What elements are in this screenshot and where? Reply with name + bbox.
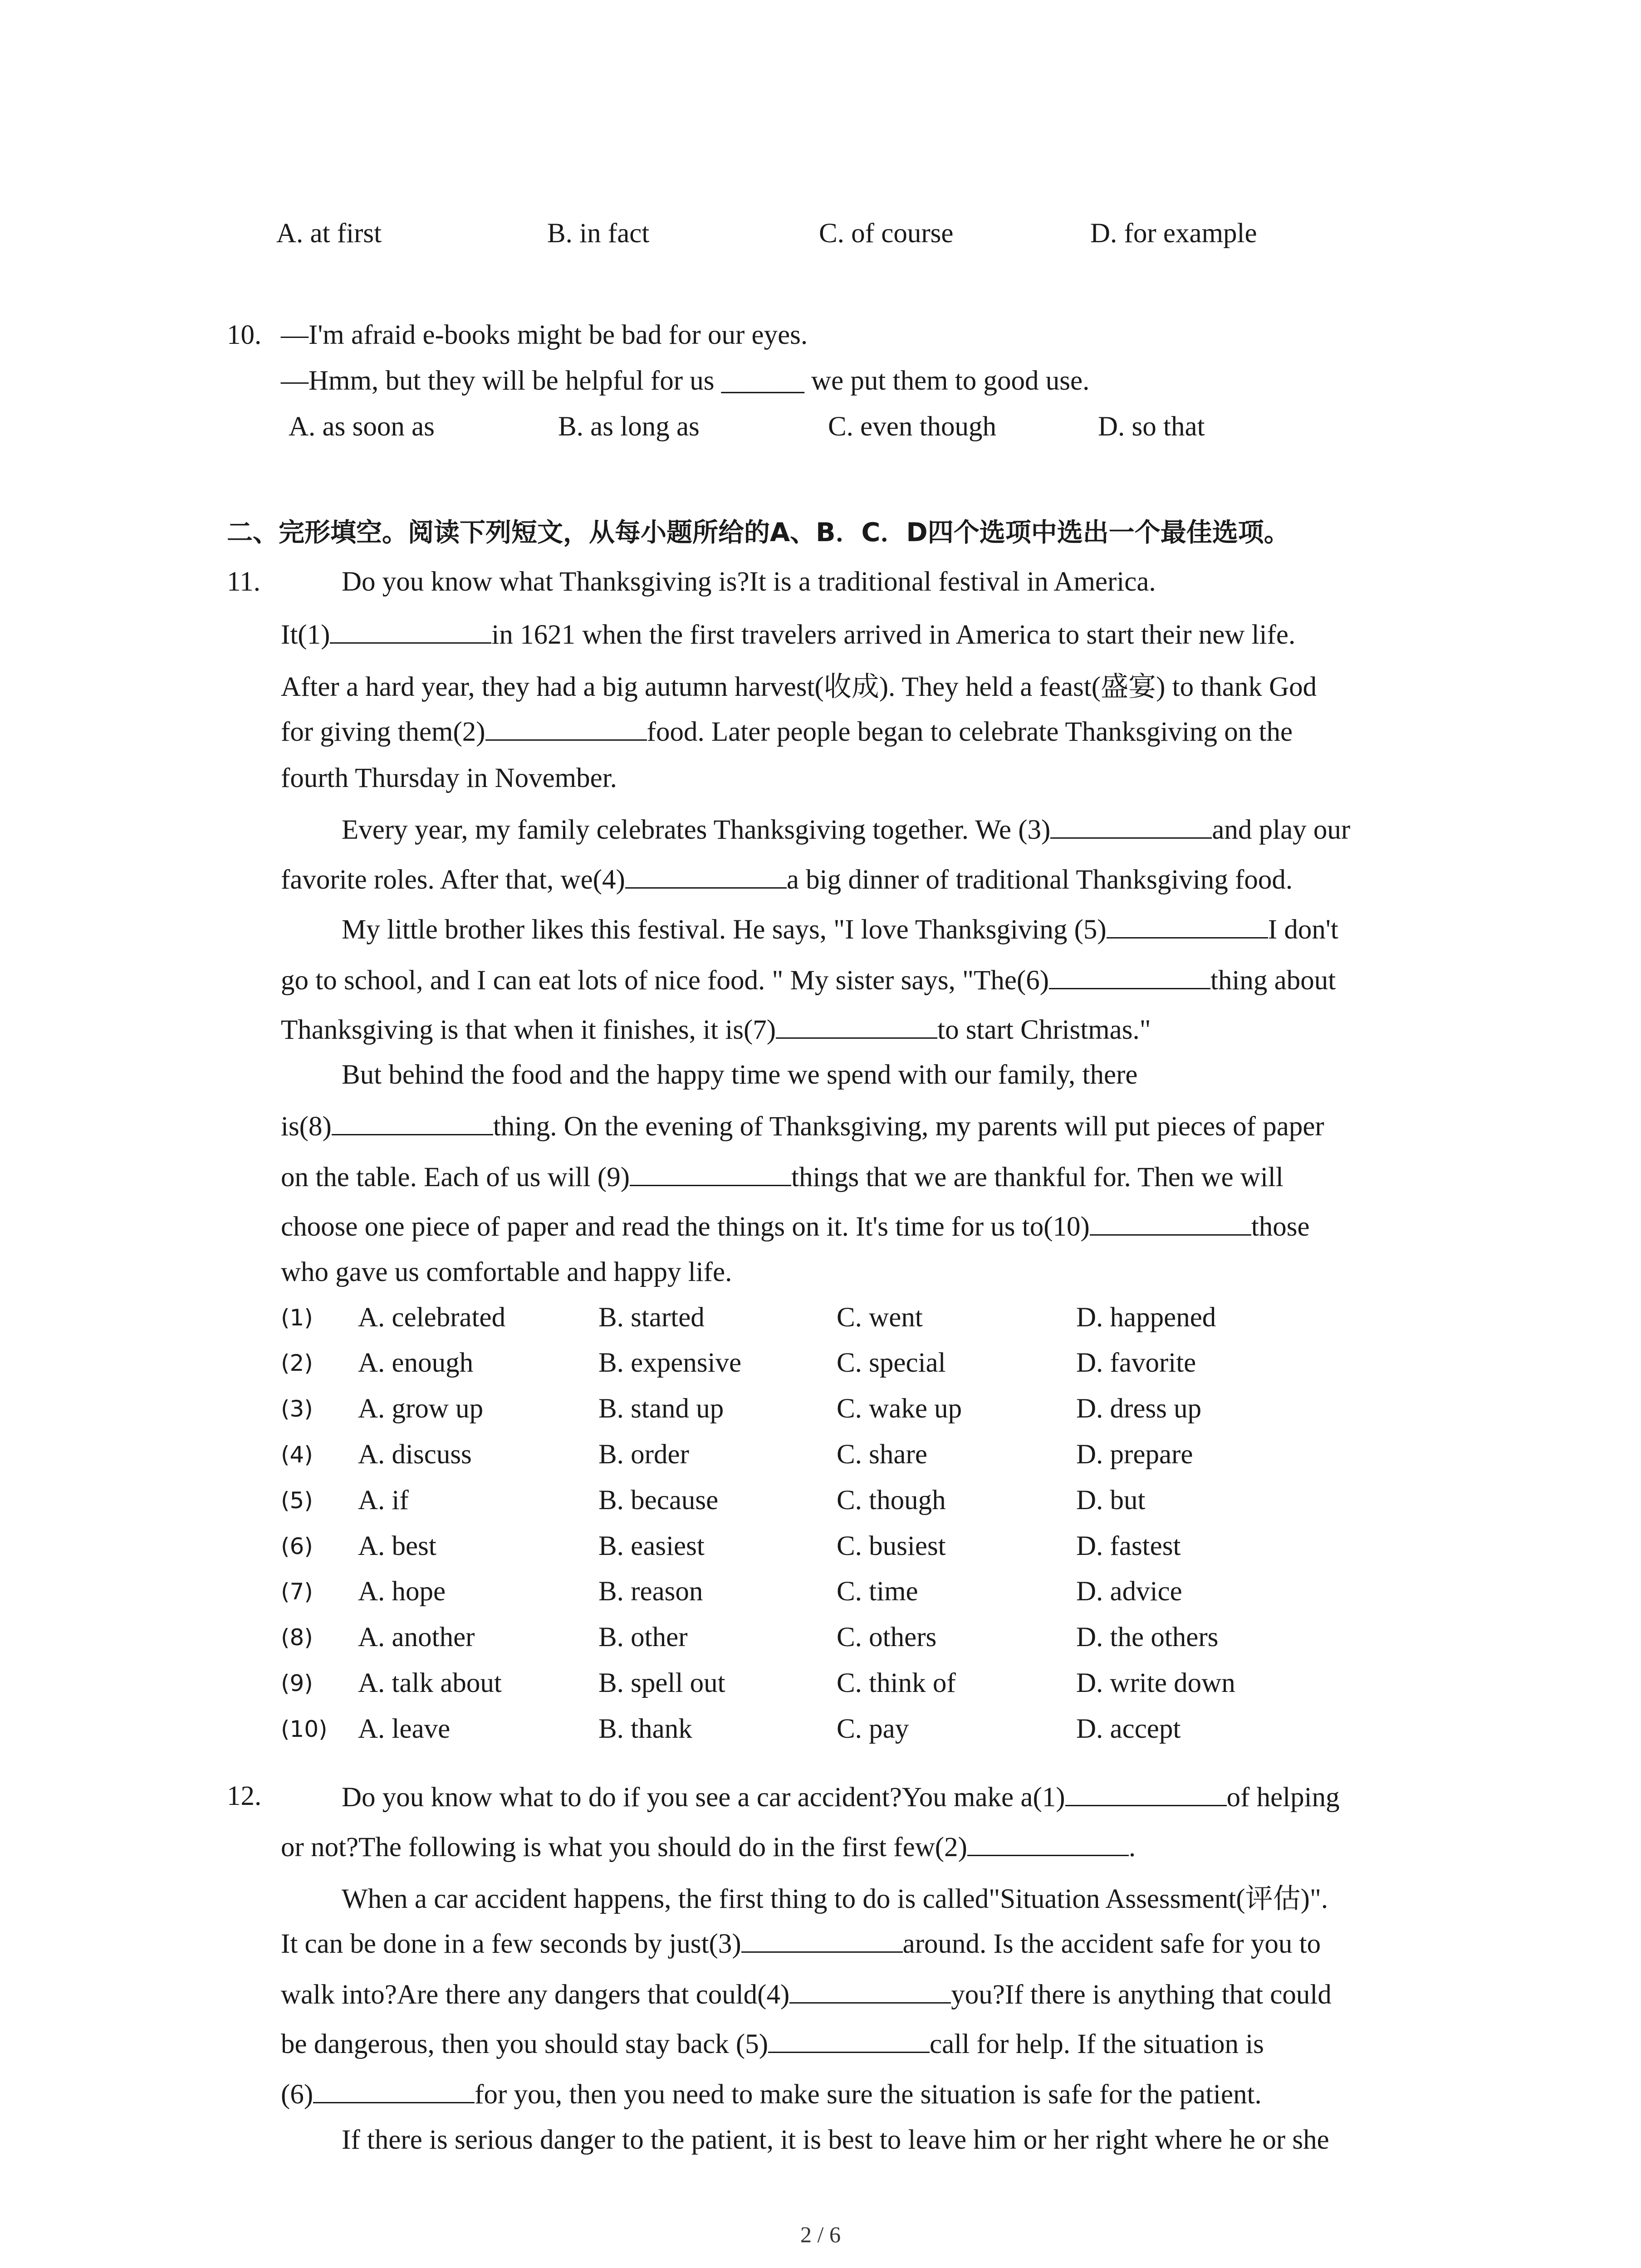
passage-line xyxy=(342,1877,1328,1916)
option-d: D. happened xyxy=(1076,1302,1216,1333)
passage-text: is(8) xyxy=(281,1111,332,1142)
passage-text: When a car accident happens, the first thing to do is called"Situation Assessment(评估)". xyxy=(342,1884,1328,1914)
option-b: B. spell out xyxy=(598,1668,725,1698)
answer-blank xyxy=(1107,913,1268,938)
passage-text: and play our xyxy=(1212,815,1351,845)
passage-line xyxy=(281,1256,732,1288)
option-number: (9) xyxy=(281,1670,313,1696)
option-b: B. started xyxy=(598,1302,705,1333)
option-number: (1) xyxy=(281,1305,313,1331)
passage-text: thing about xyxy=(1210,965,1336,996)
q10-option-d: D. so that xyxy=(1098,411,1205,442)
passage-line xyxy=(281,1013,1151,1046)
passage-line xyxy=(281,2077,1262,2111)
q10-option-a: A. as soon as xyxy=(289,411,435,442)
answer-blank xyxy=(776,1013,937,1039)
passage-line xyxy=(342,1059,1137,1091)
passage-text: a big dinner of traditional Thanksgiving food. xyxy=(786,865,1293,895)
passage-text: on the table. Each of us will (9) xyxy=(281,1162,630,1193)
option-b: B. because xyxy=(598,1485,719,1515)
passage-line xyxy=(281,1927,1321,1960)
passage-text: who gave us comfortable and happy life. xyxy=(281,1257,732,1287)
answer-blank xyxy=(789,1978,951,2004)
passage-line xyxy=(342,2124,1329,2156)
answer-blank xyxy=(1049,963,1210,989)
option-number: (4) xyxy=(281,1442,313,1468)
answer-blank xyxy=(625,863,787,889)
passage-line xyxy=(281,1978,1332,2011)
answer-blank xyxy=(630,1160,791,1186)
passage-text: call for help. If the situation is xyxy=(930,2029,1264,2059)
option-b: B. easiest xyxy=(598,1531,705,1561)
passage-text: for you, then you need to make sure the situation is safe for the patient. xyxy=(475,2079,1262,2110)
passage-text: It can be done in a few seconds by just(3) xyxy=(281,1929,741,1959)
option-d: D. prepare xyxy=(1076,1439,1193,1470)
passage-text: . xyxy=(1128,1832,1136,1862)
q10-line2-text: —Hmm, but they will be helpful for us xyxy=(281,366,715,396)
option-number: (8) xyxy=(281,1624,313,1651)
answer-blank xyxy=(1050,813,1212,839)
passage-line xyxy=(342,566,1156,598)
passage-text: things that we are thankful for. Then we will xyxy=(791,1162,1283,1193)
option-c: C. went xyxy=(837,1302,923,1333)
passage-text: for giving them(2) xyxy=(281,717,485,747)
passage-text: around. Is the accident safe for you to xyxy=(902,1929,1321,1959)
option-a: A. best xyxy=(358,1531,436,1561)
passage-line xyxy=(281,2027,1264,2060)
option-a: A. celebrated xyxy=(358,1302,506,1333)
answer-blank xyxy=(768,2027,930,2053)
option-c: C. think of xyxy=(837,1668,956,1698)
option-a: A. talk about xyxy=(358,1668,502,1698)
q10-line2 xyxy=(281,365,1089,397)
option-number: (3) xyxy=(281,1396,313,1422)
q10-line1: —I'm afraid e-books might be bad for our eyes. xyxy=(281,320,808,350)
page-number: 2 / 6 xyxy=(800,2222,841,2247)
passage-text: Do you know what to do if you see a car accident?You make a(1) xyxy=(342,1782,1065,1813)
option-b: B. thank xyxy=(598,1714,692,1744)
section-title: 二、完形填空。阅读下列短文，从每小题所给的A、B．C．D四个选项中选出一个最佳选项。 xyxy=(227,518,1290,547)
passage-text: Thanksgiving is that when it finishes, it is(7) xyxy=(281,1015,776,1045)
option-c: C. special xyxy=(837,1348,946,1378)
passage-text: fourth Thursday in November. xyxy=(281,763,617,793)
passage-line xyxy=(281,618,1295,651)
passage-text: Every year, my family celebrates Thanksgiving together. We (3) xyxy=(342,815,1051,845)
passage-line xyxy=(342,813,1350,846)
q9-option-b: B. in fact xyxy=(547,218,650,249)
option-c: C. others xyxy=(837,1622,937,1652)
passage-text: thing. On the evening of Thanksgiving, my parents will put pieces of paper xyxy=(493,1111,1324,1142)
passage-text: Do you know what Thanksgiving is?It is a traditional festival in America. xyxy=(342,567,1156,597)
answer-blank xyxy=(1065,1780,1227,1806)
option-number: (2) xyxy=(281,1350,313,1376)
option-a: A. grow up xyxy=(358,1393,484,1424)
passage-line xyxy=(281,863,1293,896)
answer-blank xyxy=(332,1110,493,1135)
q9-option-a: A. at first xyxy=(276,218,382,249)
option-b: B. other xyxy=(598,1622,688,1652)
option-b: B. stand up xyxy=(598,1393,724,1424)
q9-option-d: D. for example xyxy=(1090,218,1257,249)
passage-line xyxy=(281,715,1293,748)
passage-line xyxy=(281,763,617,794)
passage-line xyxy=(281,1110,1324,1143)
question-number: 11. xyxy=(227,567,260,597)
answer-blank xyxy=(741,1927,903,1953)
passage-text: (6) xyxy=(281,2079,314,2110)
passage-text: walk into?Are there any dangers that could(4) xyxy=(281,1980,790,2010)
passage-line xyxy=(281,1160,1283,1193)
q10-blank: ______ xyxy=(721,366,804,396)
option-c: C. wake up xyxy=(837,1393,962,1424)
passage-text: But behind the food and the happy time we spend with our family, there xyxy=(342,1060,1138,1090)
option-b: B. reason xyxy=(598,1576,703,1607)
passage-line xyxy=(342,1780,1340,1813)
passage-text: choose one piece of paper and read the things on it. It's time for us to(10) xyxy=(281,1212,1090,1242)
answer-blank xyxy=(330,618,491,644)
question-number: 12. xyxy=(227,1781,262,1811)
option-c: C. share xyxy=(837,1439,927,1470)
passage-text: or not?The following is what you should do in the first few(2) xyxy=(281,1832,967,1862)
option-b: B. order xyxy=(598,1439,689,1470)
option-c: C. busiest xyxy=(837,1531,946,1561)
option-d: D. write down xyxy=(1076,1668,1235,1698)
passage-text: those xyxy=(1251,1212,1310,1242)
passage-text: If there is serious danger to the patient, it is best to leave him or her right where he or she xyxy=(342,2125,1329,2155)
passage-line xyxy=(281,665,1317,704)
passage-line xyxy=(281,1210,1310,1243)
option-number: (6) xyxy=(281,1533,313,1559)
passage-text: you?If there is anything that could xyxy=(951,1980,1332,2010)
passage-text: food. Later people began to celebrate Thanksgiving on the xyxy=(647,717,1293,747)
answer-blank xyxy=(485,715,647,741)
passage-text: in 1621 when the first travelers arrived in America to start their new life. xyxy=(491,620,1296,650)
q10-line2-text-after: we put them to good use. xyxy=(811,366,1090,396)
passage-text: After a hard year, they had a big autumn harvest(收成). They held a feast(盛宴) to thank God xyxy=(281,672,1317,702)
passage-line xyxy=(281,963,1336,997)
passage-text: to start Christmas." xyxy=(937,1015,1151,1045)
q9-option-c: C. of course xyxy=(819,218,954,249)
q10-option-c: C. even though xyxy=(828,411,997,442)
option-d: D. favorite xyxy=(1076,1348,1196,1378)
option-number: (5) xyxy=(281,1487,313,1514)
option-number: (7) xyxy=(281,1579,313,1605)
passage-line xyxy=(281,1830,1136,1863)
option-d: D. but xyxy=(1076,1485,1146,1515)
answer-blank xyxy=(1090,1210,1251,1236)
passage-text: It(1) xyxy=(281,620,330,650)
passage-text: be dangerous, then you should stay back (5) xyxy=(281,2029,769,2059)
option-d: D. advice xyxy=(1076,1576,1182,1607)
option-a: A. leave xyxy=(358,1714,451,1744)
option-a: A. discuss xyxy=(358,1439,472,1470)
passage-text: I don't xyxy=(1268,914,1338,945)
passage-line xyxy=(342,913,1338,946)
answer-blank xyxy=(313,2077,475,2103)
option-c: C. though xyxy=(837,1485,946,1515)
option-d: D. the others xyxy=(1076,1622,1219,1652)
option-a: A. enough xyxy=(358,1348,474,1378)
option-b: B. expensive xyxy=(598,1348,742,1378)
option-d: D. accept xyxy=(1076,1714,1181,1744)
option-a: A. another xyxy=(358,1622,475,1652)
passage-text: My little brother likes this festival. He says, "I love Thanksgiving (5) xyxy=(342,914,1107,945)
option-d: D. dress up xyxy=(1076,1393,1202,1424)
option-number: (10) xyxy=(281,1716,328,1742)
option-d: D. fastest xyxy=(1076,1531,1181,1561)
question-number: 10. xyxy=(227,320,262,350)
answer-blank xyxy=(967,1830,1129,1856)
option-a: A. hope xyxy=(358,1576,446,1607)
option-a: A. if xyxy=(358,1485,409,1515)
q10-option-b: B. as long as xyxy=(558,411,700,442)
passage-text: of helping xyxy=(1226,1782,1340,1813)
passage-text: favorite roles. After that, we(4) xyxy=(281,865,625,895)
option-c: C. time xyxy=(837,1576,918,1607)
passage-text: go to school, and I can eat lots of nice food. " My sister says, "The(6) xyxy=(281,965,1049,996)
option-c: C. pay xyxy=(837,1714,909,1744)
